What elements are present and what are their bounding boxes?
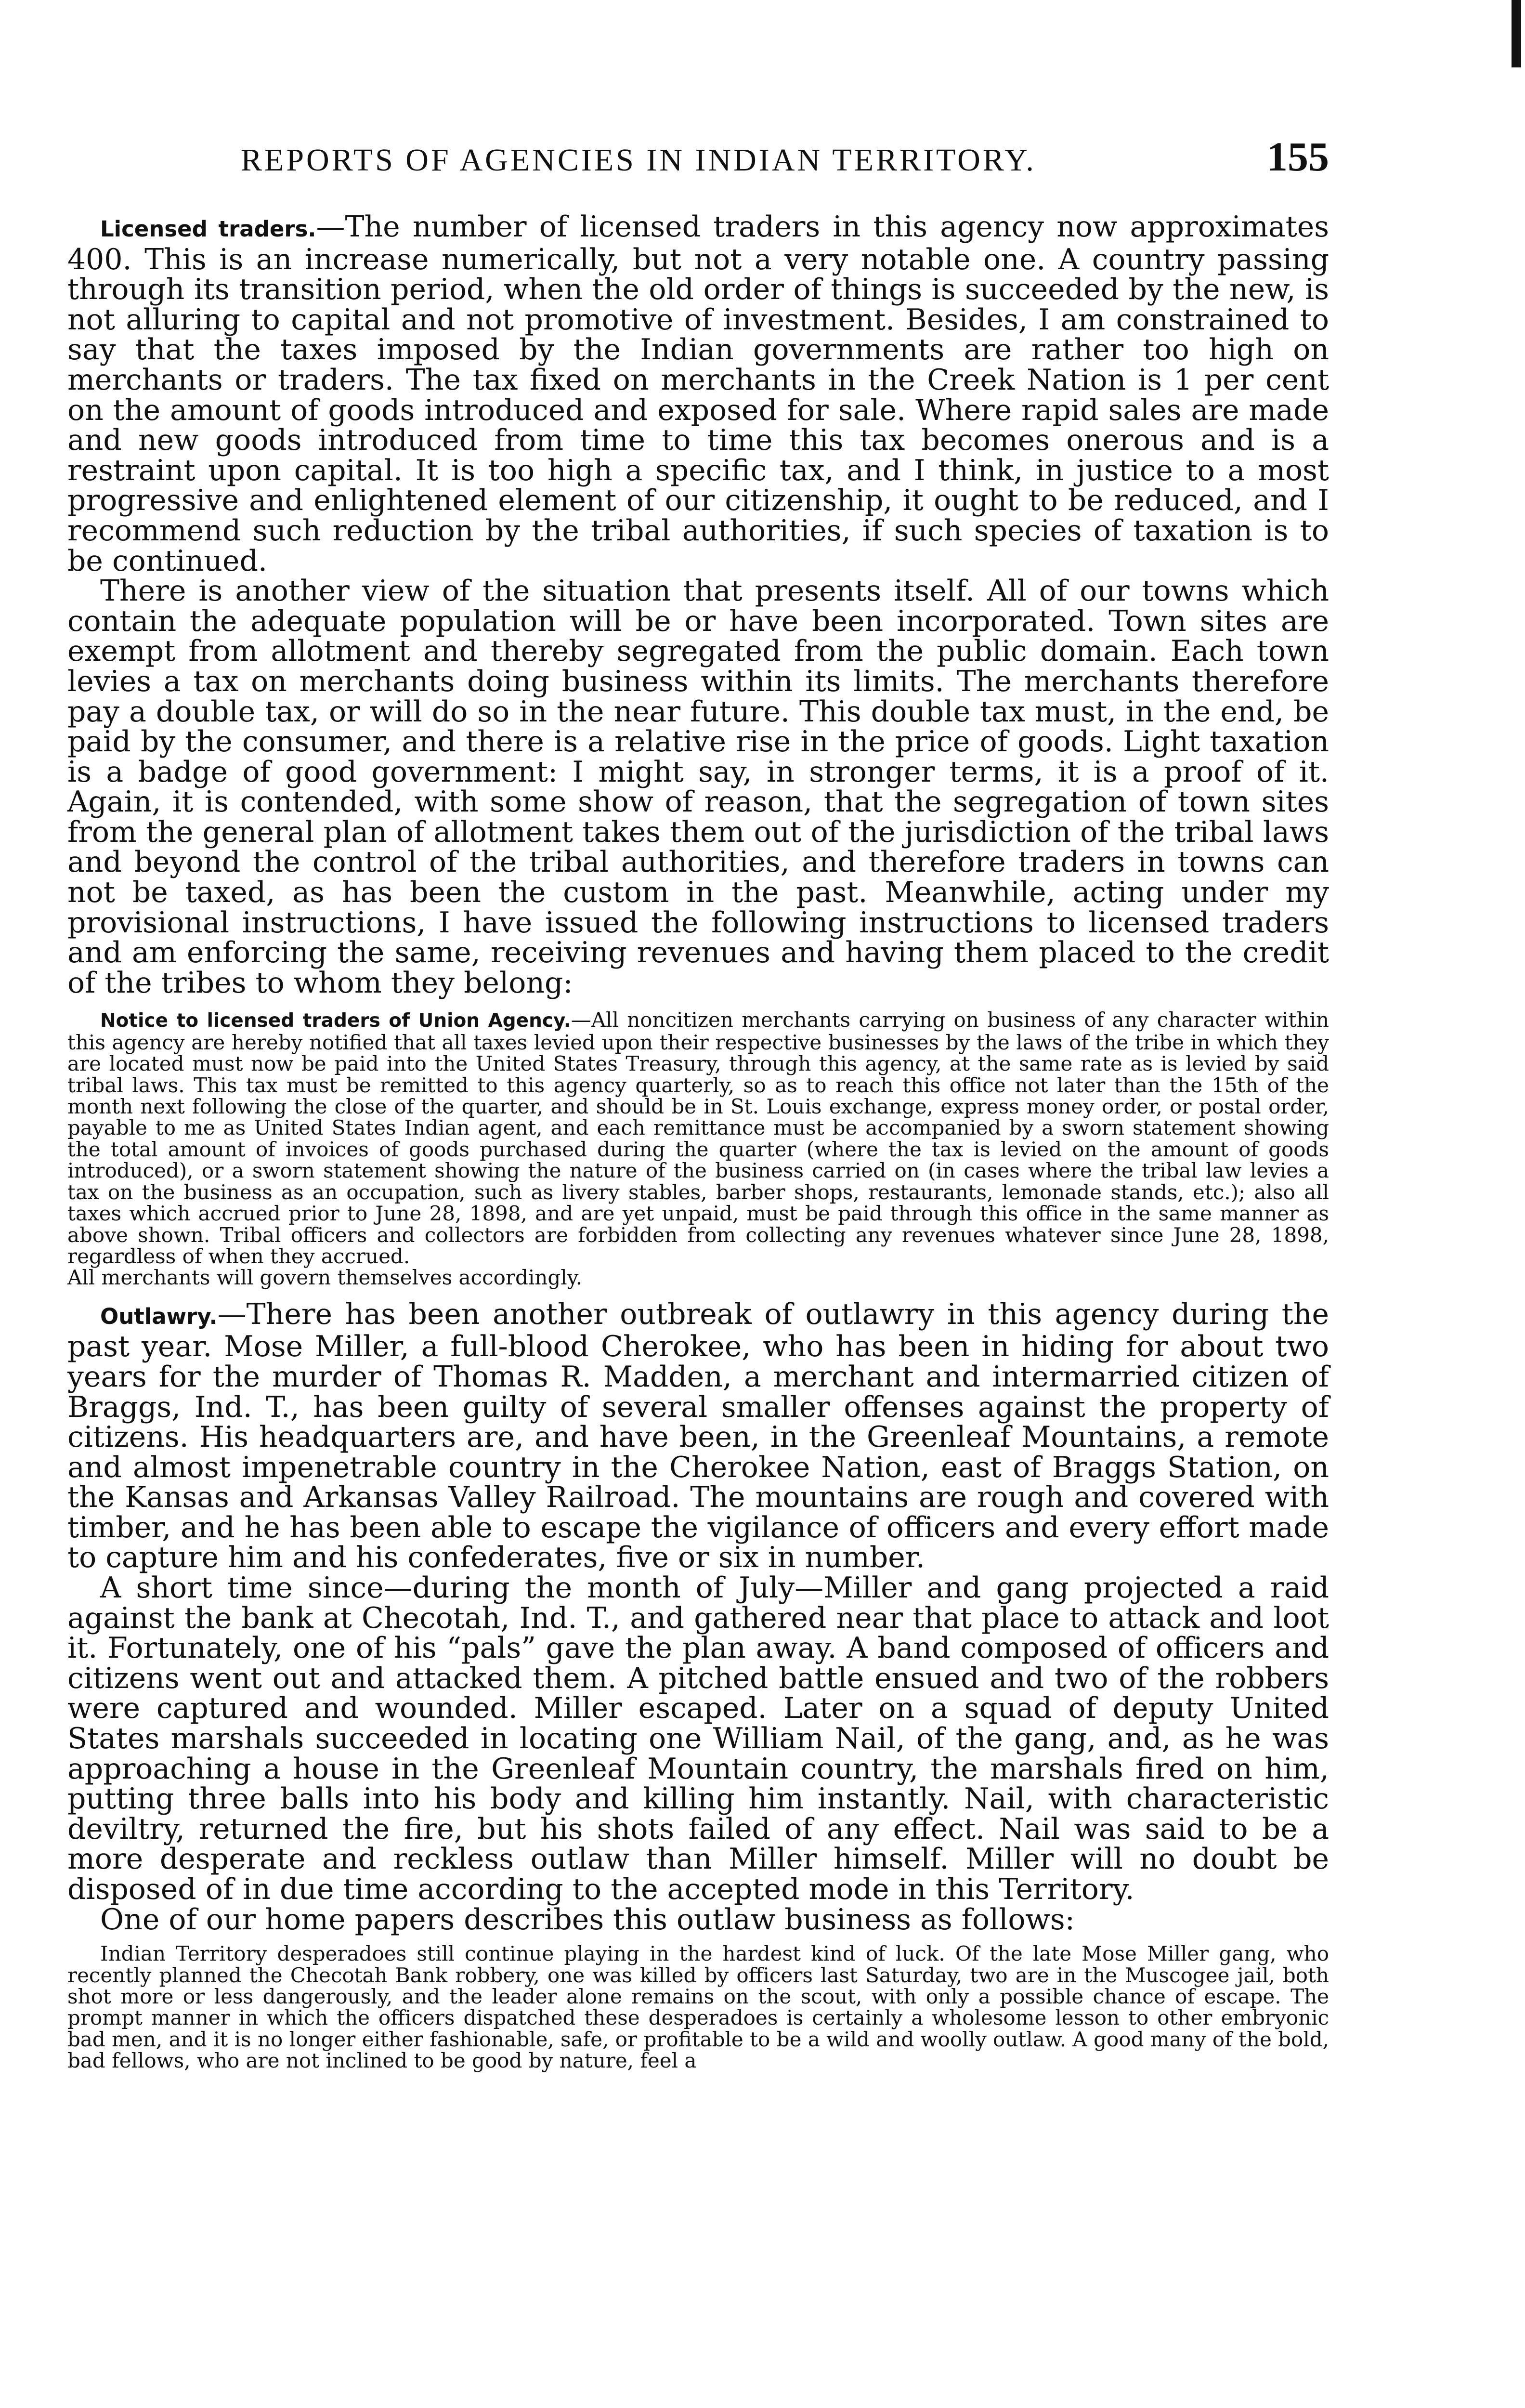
notice-text: —All noncitizen merchants carrying on business of any character within this agency are hereby notified that all taxes levied upon their respective businesses by the laws of the tribe in which they are located must now be paid into the United States Treasury, through this agency, at the same rate as is levied by said tribal laws. This tax must be remitted to this agency quarterly, so as to reach this office not later than the 15th of the month next following the close of the quarter, and should be in St. Louis exchange, express money order, or postal order, payable to me as United States Indian agent, and each remittance must be accompanied by a sworn statement showing the total amount of invoices of goods purchased during the quarter (where the tax is levied on the amount of goods introduced), or a sworn statement showing the nature of the business carried on (in cases where the tribal law levies a tax on the business as an occupation, such as livery stables, barber shops, restaurants, lemonade stands, etc.); also all taxes which accrued prior to June 28, 1898, and are yet unpaid, must be paid through this office in the same manner as above shown. Tribal officers and collectors are forbidden from collecting any revenues whatever since June 28, 1898, regardless of when they accrued. [67, 1008, 1329, 1268]
page-header [67, 132, 1329, 185]
page-edge-mark [1512, 0, 1521, 67]
page-body [67, 212, 1329, 2072]
page-number: 155 [1267, 133, 1329, 180]
notice-closing: All merchants will govern themselves accordingly. [67, 1266, 583, 1290]
home-papers-paragraph: One of our home papers describes this outlaw business as follows: [100, 1902, 1075, 1937]
newspaper-quote: Indian Territory desperadoes still continue playing in the hardest kind of luck. Of the late Mose Miller gang, who recently planned the Checotah Bank robbery, one was killed by officers last Saturday, two are in the Muscogee jail, both shot more or less dangerously, and the leader alone remains on the scout, with only a possible chance of escape. The prompt manner in which the officers dispatched these desperadoes is certainly a wholesome lesson to other embryonic bad men, and it is no longer either fashionable, safe, or profitable to be a wild and woolly outlaw. A good many of the bold, bad fellows, who are not inclined to be good by nature, feel a [67, 1942, 1329, 2073]
running-head: REPORTS OF AGENCIES IN INDIAN TERRITORY. [241, 143, 1036, 178]
checotah-raid-paragraph: A short time since—during the month of July—Miller and gang projected a raid against the bank at Checotah, Ind. T., and gathered near that place to attack and loot it. Fortunately, one of his “pals” gave the plan away. A band composed of officers and citizens went out and attacked them. A pitched battle ensued and two of the robbers were captured and wounded. Miller escaped. Later on a squad of deputy United States marshals succeeded in locating one William Nail, of the gang, and, as he was approaching a house in the Greenleaf Mountain country, the marshals fired on him, putting three balls into his body and killing him instantly. Nail, with characteristic deviltry, returned the fire, but his shots failed of any effect. Nail was said to be a more desperate and reckless outlaw than Miller himself. Miller will no doubt be disposed of in due time according to the accepted mode in this Territory. [67, 1571, 1329, 1906]
licensed-traders-heading: Licensed traders. [100, 216, 316, 242]
notice-block [67, 1009, 1329, 1288]
licensed-traders-paragraph [67, 212, 1329, 576]
licensed-traders-text: —The number of licensed traders in this agency now approximates 400. This is an increase numerically, but not a very notable one. A country passing through its transition period, when the old order of things is succeeded by the new, is not alluring to capital and not promotive of investment. Besides, I am constrained to say that the taxes imposed by the Indian governments are rather too high on merchants or traders. The tax fixed on merchants in the Creek Nation is 1 per cent on the amount of goods introduced and exposed for sale. Where rapid sales are made and new goods introduced from time to time this tax becomes onerous and is a restraint upon capital. It is too high a specific tax, and I think, in justice to a most progressive and enlightened element of our citizenship, it ought to be reduced, and I recommend such reduction by the tribal authorities, if such species of taxation is to be continued. [67, 210, 1329, 578]
outlawry-text: —There has been another outbreak of outlawry in this agency during the past year. Mose Miller, a full-blood Cherokee, who has been in hiding for about two years for the murder of Thomas R. Madden, a merchant and intermarried citizen of Braggs, Ind. T., has been guilty of several smaller offenses against the property of citizens. His headquarters are, and have been, in the Greenleaf Mountains, a remote and almost impenetrable country in the Cherokee Nation, east of Braggs Station, on the Kansas and Arkansas Valley Railroad. The mountains are rough and covered with timber, and he has been able to escape the vigilance of officers and every effort made to capture him and his confederates, five or six in number. [67, 1297, 1329, 1575]
outlawry-paragraph [67, 1299, 1329, 1573]
town-tax-paragraph: There is another view of the situation that presents itself. All of our towns which contain the adequate population will be or have been incorporated. Town sites are exempt from allotment and thereby segregated from the public domain. Each town levies a tax on merchants doing business within its limits. The merchants therefore pay a double tax, or will do so in the near future. This double tax must, in the end, be paid by the consumer, and there is a relative rise in the price of goods. Light taxation is a badge of good government: I might say, in stronger terms, it is a proof of it. Again, it is contended, with some show of reason, that the segregation of town sites from the general plan of allotment takes them out of the jurisdiction of the tribal laws and beyond the control of the tribal authorities, and therefore traders in towns can not be taxed, as has been the custom in the past. Meanwhile, acting under my provisional instructions, I have issued the following instructions to licensed traders and am enforcing the same, receiving revenues and having them placed to the credit of the tribes to whom they belong: [67, 574, 1329, 1000]
notice-heading: Notice to licensed traders of Union Agency. [100, 1010, 571, 1032]
notice-paragraph [67, 1009, 1329, 1267]
outlawry-heading: Outlawry. [100, 1303, 218, 1329]
